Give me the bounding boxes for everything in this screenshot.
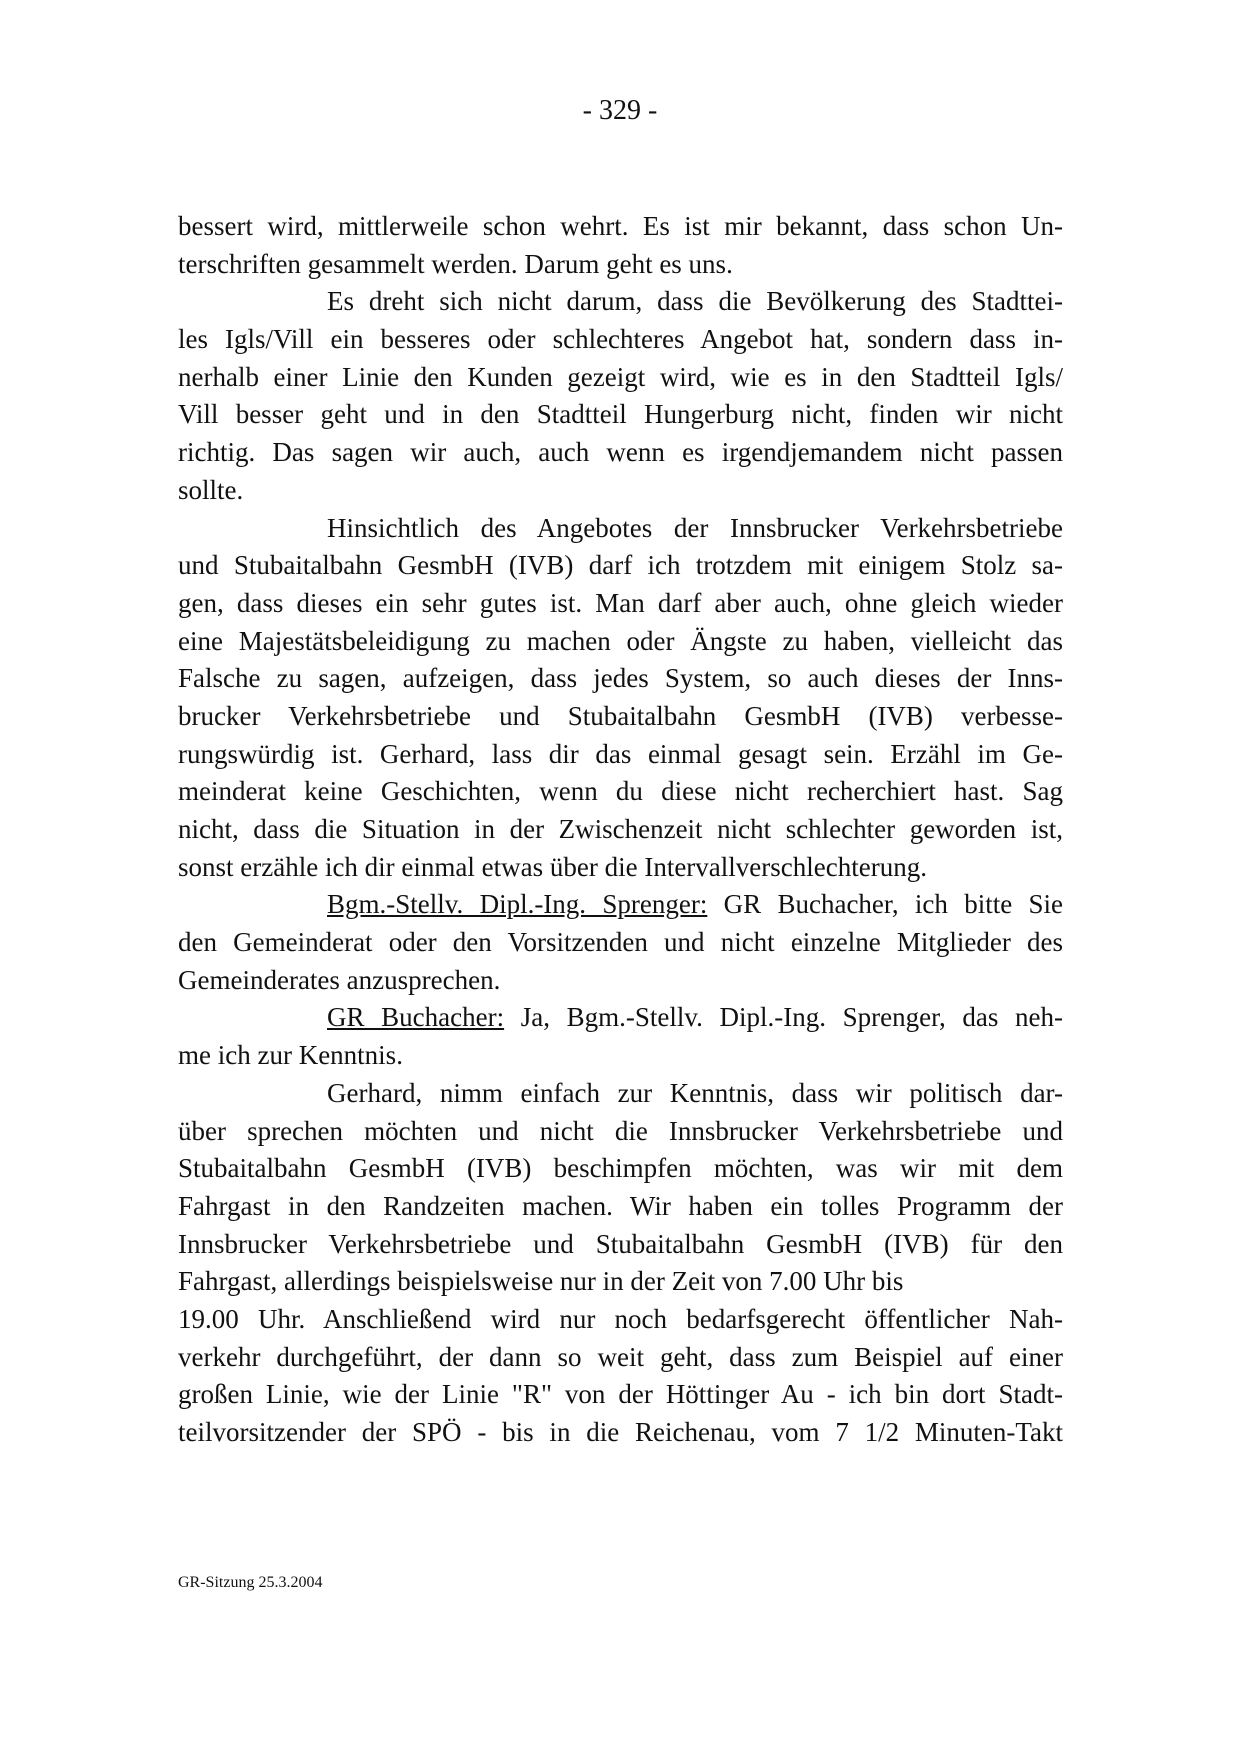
text-line: 19.00 Uhr. Anschließend wird nur noch bedarfsgerecht öffentlicher Nah- (178, 1303, 1063, 1334)
text-line: verkehr durchgeführt, der dann so weit geht, dass zum Beispiel auf einer (178, 1341, 1063, 1372)
speaker-text: Ja, Bgm.-Stellv. Dipl.-Ing. Sprenger, das neh- (504, 1002, 1063, 1033)
page-number: - 329 - (582, 95, 658, 126)
text-line: me ich zur Kenntnis. (178, 1040, 403, 1071)
footer-session-date: GR-Sitzung 25.3.2004 (178, 1574, 323, 1591)
text-line: Fahrgast in den Randzeiten machen. Wir haben ein tolles Programm der (178, 1190, 1063, 1221)
paragraph-start-line: Es dreht sich nicht darum, dass die Bevölkerung des Stadttei- (327, 286, 1063, 317)
text-line: Gemeinderates anzusprechen. (178, 964, 501, 995)
speaker-text: GR Buchacher, ich bitte Sie (707, 889, 1063, 920)
text-line: rungswürdig ist. Gerhard, lass dir das einmal gesagt sein. Erzähl im Ge- (178, 738, 1063, 769)
text-line: über sprechen möchten und nicht die Innsbrucker Verkehrsbetriebe und (178, 1115, 1063, 1146)
text-line: Vill besser geht und in den Stadtteil Hungerburg nicht, finden wir nicht (178, 399, 1063, 430)
text-line: meinderat keine Geschichten, wenn du diese nicht recherchiert hast. Sag (178, 776, 1063, 807)
text-line: terschriften gesammelt werden. Darum geht es uns. (178, 248, 733, 279)
text-line: gen, dass dieses ein sehr gutes ist. Man darf aber auch, ohne gleich wieder (178, 587, 1063, 618)
text-line: les Igls/Vill ein besseres oder schlechteres Angebot hat, sondern dass in- (178, 324, 1063, 355)
text-line: Fahrgast, allerdings beispielsweise nur in der Zeit von 7.00 Uhr bis (178, 1266, 904, 1297)
text-line: richtig. Das sagen wir auch, auch wenn es irgendjemandem nicht passen (178, 437, 1063, 468)
text-line: den Gemeinderat oder den Vorsitzenden und nicht einzelne Mitglieder des (178, 927, 1063, 958)
speaker-line (178, 999, 1063, 1037)
paragraph-start-line: Hinsichtlich des Angebotes der Innsbrucker Verkehrsbetriebe (327, 512, 1063, 543)
text-line: sonst erzähle ich dir einmal etwas über die Intervallverschlechterung. (178, 851, 927, 882)
speaker-name: Bgm.-Stellv. Dipl.-Ing. Sprenger: (327, 889, 708, 920)
text-line: und Stubaitalbahn GesmbH (IVB) darf ich trotzdem mit einigem Stolz sa- (178, 550, 1063, 581)
text-line: Falsche zu sagen, aufzeigen, dass jedes System, so auch dieses der Inns- (178, 663, 1063, 694)
paragraph-start-line: Gerhard, nimm einfach zur Kenntnis, dass wir politisch dar- (327, 1077, 1063, 1108)
text-line: eine Majestätsbeleidigung zu machen oder Ängste zu haben, vielleicht das (178, 625, 1063, 656)
speaker-line (178, 886, 1063, 924)
text-line: großen Linie, wie der Linie "R" von der Höttinger Au - ich bin dort Stadt- (178, 1379, 1063, 1410)
text-line: nerhalb einer Linie den Kunden gezeigt wird, wie es in den Stadtteil Igls/ (178, 361, 1063, 392)
text-line: sollte. (178, 474, 244, 505)
text-line: Stubaitalbahn GesmbH (IVB) beschimpfen möchten, was wir mit dem (178, 1153, 1063, 1184)
text-line: nicht, dass die Situation in der Zwischenzeit nicht schlechter geworden ist, (178, 814, 1063, 844)
text-line: bessert wird, mittlerweile schon wehrt. Es ist mir bekannt, dass schon Un- (178, 211, 1063, 241)
speaker-name: GR Buchacher: (327, 1002, 505, 1033)
text-line: Innsbrucker Verkehrsbetriebe und Stubaitalbahn GesmbH (IVB) für den (178, 1228, 1063, 1259)
document-body (178, 208, 1063, 1452)
text-line: brucker Verkehrsbetriebe und Stubaitalbahn GesmbH (IVB) verbesse- (178, 700, 1063, 731)
text-line: teilvorsitzender der SPÖ - bis in die Reichenau, vom 7 1/2 Minuten-Takt (178, 1417, 1063, 1447)
